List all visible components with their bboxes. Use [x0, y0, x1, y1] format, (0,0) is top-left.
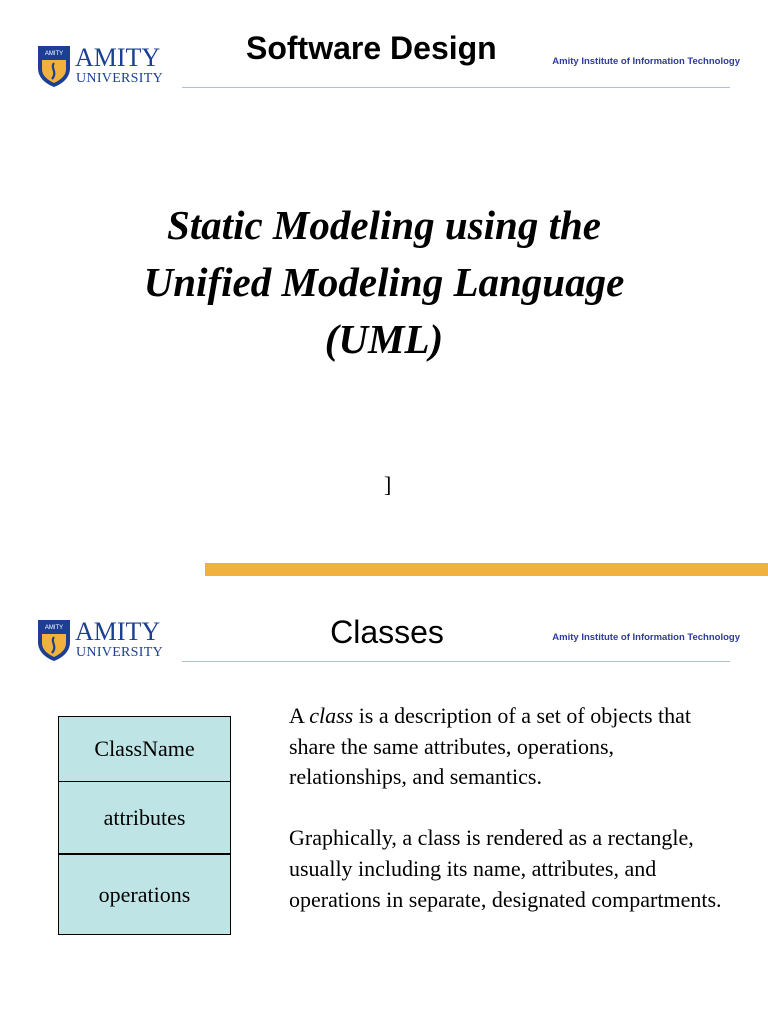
para-text: is a description of a set of objects that share the same attributes, operations, relationships, and semantics.: [289, 703, 692, 790]
title-line: Static Modeling using the: [166, 202, 601, 248]
para-emphasis: class: [309, 703, 354, 728]
uml-classname-compartment: ClassName: [59, 717, 230, 782]
logo-text-university: UNIVERSITY: [76, 71, 163, 86]
shield-icon: [36, 44, 72, 88]
uml-class-box: [58, 716, 231, 935]
header-title: Software Design: [246, 30, 497, 66]
logo-text-university: UNIVERSITY: [76, 645, 163, 660]
amity-logo: [36, 44, 176, 90]
uml-attributes-compartment: attributes: [59, 782, 230, 855]
bracket-text: ]: [384, 472, 392, 497]
description-paragraph: [289, 701, 729, 793]
svg-text:AMITY: AMITY: [44, 625, 64, 631]
svg-text:AMITY: AMITY: [44, 51, 64, 57]
institute-name: Amity Institute of Information Technology: [552, 632, 740, 643]
header-divider: [182, 661, 730, 662]
logo-text-amity: AMITY: [75, 617, 161, 646]
uml-operations-compartment: operations: [98, 881, 191, 907]
title-line: (UML): [324, 316, 444, 362]
slide-classes: [0, 600, 768, 1024]
accent-bar: [205, 563, 768, 576]
description-paragraph: Graphically, a class is rendered as a rectangle, usually including its name, attributes, and operations in separate, designated compartments.: [289, 825, 722, 912]
slide-main-title: [0, 197, 768, 368]
class-description: [289, 701, 729, 946]
para-text: A: [289, 703, 310, 728]
title-line: Unified Modeling Language: [143, 259, 625, 305]
institute-name: Amity Institute of Information Technology: [552, 56, 740, 67]
logo-text-amity: AMITY: [75, 43, 161, 72]
header-divider: [182, 87, 730, 88]
header-title: Classes: [330, 614, 444, 650]
